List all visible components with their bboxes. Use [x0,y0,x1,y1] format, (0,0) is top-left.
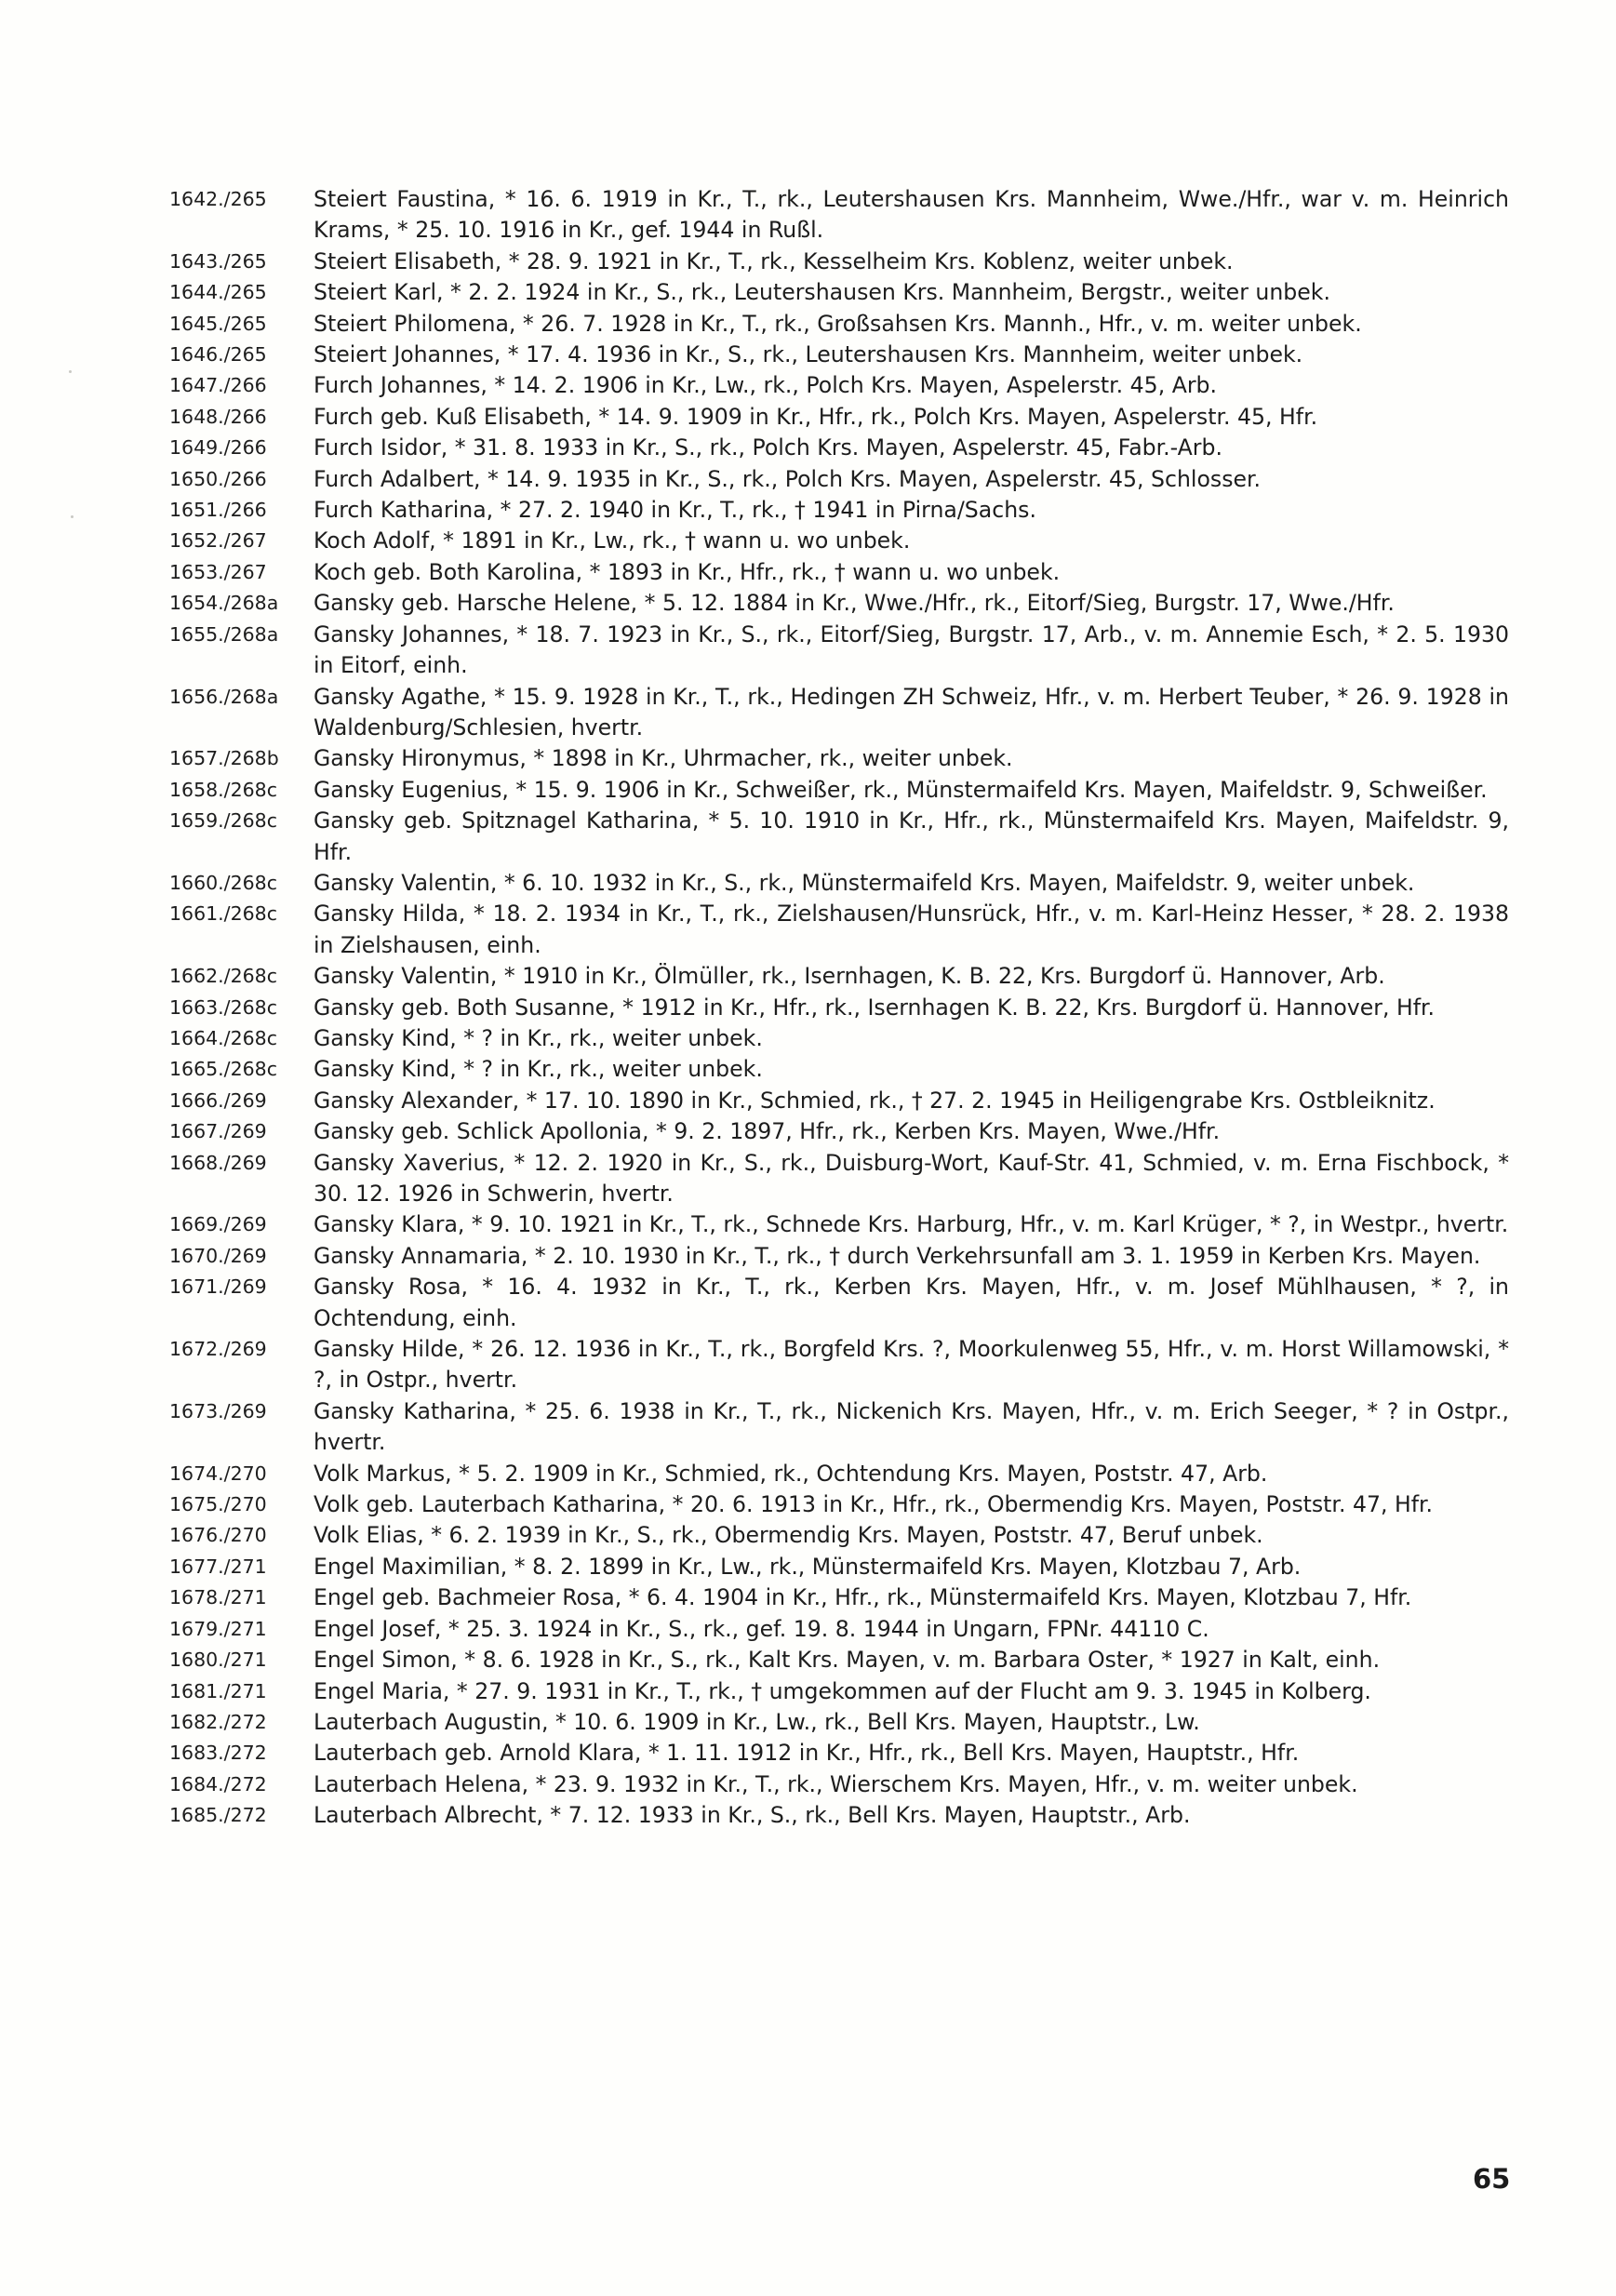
entry-number: 1648./266 [169,405,267,428]
entry-text: Gansky Agathe, * 15. 9. 1928 in Kr., T., rk., Hedingen ZH Schweiz, Hfr., v. m. Herbert Teuber, * 26. 9. 1928 in Waldenburg/Schlesien, hvertr. [314,683,1509,741]
entry-number: 1665./268c [169,1058,277,1081]
entry-text: Furch Katharina, * 27. 2. 1940 in Kr., T., rk., † 1941 in Pirna/Sachs. [314,497,1036,524]
entry-number: 1661./268c [169,902,277,926]
entry-number: 1658./268c [169,778,277,801]
entry-text: Steiert Karl, * 2. 2. 1924 in Kr., S., rk., Leutershausen Krs. Mannheim, Bergstr., weiter unbek. [314,279,1330,306]
register-entry [169,1241,1509,1272]
register-entry [169,1769,1509,1800]
entry-number: 1655./268a [169,622,279,646]
entry-text: Lauterbach geb. Arnold Klara, * 1. 11. 1912 in Kr., Hfr., rk., Bell Krs. Mayen, Hauptstr., Hfr. [314,1740,1300,1767]
register-entry [169,1054,1509,1085]
entry-number: 1676./270 [169,1524,267,1547]
register-entry [169,1645,1509,1675]
register-entry [169,682,1509,744]
register-entry [169,309,1509,340]
entry-text: Steiert Philomena, * 26. 7. 1928 in Kr., T., rk., Großsahsen Krs. Mannh., Hfr., v. m. weiter unbek. [314,310,1362,337]
entry-number: 1674./270 [169,1462,267,1485]
entry-text: Engel Maria, * 27. 9. 1931 in Kr., T., rk., † umgekommen auf der Flucht am 9. 3. 1945 in Kolberg. [314,1677,1371,1704]
register-entry [169,899,1509,961]
register-entry [169,184,1509,247]
register-entry [169,1800,1509,1831]
entry-number: 1644./265 [169,281,267,304]
register-entry [169,1707,1509,1738]
entry-number: 1669./269 [169,1213,267,1236]
entry-number: 1664./268c [169,1026,277,1049]
register-entry [169,277,1509,308]
entry-number: 1671./269 [169,1275,267,1299]
register-entry [169,1148,1509,1210]
register-entry [169,806,1509,868]
entry-text: Furch Johannes, * 14. 2. 1906 in Kr., Lw., rk., Polch Krs. Mayen, Aspelerstr. 45, Arb. [314,372,1218,399]
entry-number: 1654./268a [169,592,279,615]
register-entry [169,1676,1509,1707]
register-entry [169,370,1509,401]
entry-text: Furch Adalbert, * 14. 9. 1935 in Kr., S., rk., Polch Krs. Mayen, Aspelerstr. 45, Schlosser. [314,465,1262,492]
entry-text: Furch geb. Kuß Elisabeth, * 14. 9. 1909 in Kr., Hfr., rk., Polch Krs. Mayen, Aspelerstr. 45, Hfr. [314,403,1318,430]
entry-number: 1672./269 [169,1338,267,1361]
entry-number: 1650./266 [169,467,267,490]
entry-text: Gansky Kind, * ? in Kr., rk., weiter unbek. [314,1024,763,1051]
entry-text: Volk Elias, * 6. 2. 1939 in Kr., S., rk., Obermendig Krs. Mayen, Poststr. 47, Beruf unbek. [314,1522,1263,1549]
entry-number: 1680./271 [169,1649,267,1672]
entry-number: 1649./266 [169,436,267,460]
entry-text: Gansky geb. Schlick Apollonia, * 9. 2. 1897, Hfr., rk., Kerben Krs. Mayen, Wwe./Hfr. [314,1118,1221,1145]
entry-text: Gansky Rosa, * 16. 4. 1932 in Kr., T., rk., Kerben Krs. Mayen, Hfr., v. m. Josef Mühlhausen, * ?, in Ochtendung, einh. [314,1274,1509,1331]
entry-text: Gansky Hironymus, * 1898 in Kr., Uhrmacher, rk., weiter unbek. [314,745,1013,772]
entry-number: 1681./271 [169,1679,267,1702]
entry-number: 1642./265 [169,188,267,210]
register-entry [169,526,1509,556]
register-entry [169,1489,1509,1520]
entry-text: Gansky geb. Spitznagel Katharina, * 5. 10. 1910 in Kr., Hfr., rk., Münstermaifeld Krs. Mayen, Maifeldstr. 9, Hfr. [314,808,1509,865]
entry-text: Koch geb. Both Karolina, * 1893 in Kr., Hfr., rk., † wann u. wo unbek. [314,558,1061,585]
register-entry [169,588,1509,619]
entry-number: 1647./266 [169,374,267,397]
register-entry [169,557,1509,588]
register-entry [169,1614,1509,1645]
register-entry [169,464,1509,495]
paper-speck [71,515,73,518]
register-entry [169,1116,1509,1147]
entry-text: Engel geb. Bachmeier Rosa, * 6. 4. 1904 in Kr., Hfr., rk., Münstermaifeld Krs. Mayen, Klotzbau 7, Hfr. [314,1584,1412,1611]
register-entry [169,961,1509,992]
register-entry [169,433,1509,463]
entry-text: Lauterbach Augustin, * 10. 6. 1909 in Kr., Lw., rk., Bell Krs. Mayen, Hauptstr., Lw. [314,1708,1200,1735]
entry-number: 1675./270 [169,1493,267,1516]
entry-number: 1682./272 [169,1710,267,1733]
entry-text: Engel Simon, * 8. 6. 1928 in Kr., S., rk., Kalt Krs. Mayen, v. m. Barbara Oster, * 1927 in Kalt, einh. [314,1647,1381,1674]
register-entry [169,775,1509,806]
register-entry [169,743,1509,774]
register-entry [169,402,1509,433]
entry-number: 1673./269 [169,1399,267,1422]
entry-number: 1643./265 [169,249,267,273]
entry-text: Gansky Annamaria, * 2. 10. 1930 in Kr., T., rk., † durch Verkehrsunfall am 3. 1. 1959 in Kerben Krs. Mayen. [314,1242,1481,1269]
register-entry [169,495,1509,526]
register-entry [169,1552,1509,1582]
register-entry [169,1334,1509,1396]
entry-number: 1663./268c [169,995,277,1019]
entry-number: 1653./267 [169,560,267,583]
entry-number: 1660./268c [169,871,277,894]
entry-text: Lauterbach Albrecht, * 7. 12. 1933 in Kr., S., rk., Bell Krs. Mayen, Hauptstr., Arb. [314,1802,1191,1829]
entry-text: Lauterbach Helena, * 23. 9. 1932 in Kr., T., rk., Wierschem Krs. Mayen, Hfr., v. m. weiter unbek. [314,1770,1358,1797]
entry-text: Engel Josef, * 25. 3. 1924 in Kr., S., rk., gef. 19. 8. 1944 in Ungarn, FPNr. 44110 C. [314,1615,1209,1642]
entry-number: 1677./271 [169,1555,267,1578]
register-entry [169,1023,1509,1054]
entry-number: 1646./265 [169,343,267,367]
entry-text: Gansky Valentin, * 1910 in Kr., Ölmüller, rk., Isernhagen, K. B. 22, Krs. Burgdorf ü. Hannover, Arb. [314,963,1385,990]
entry-number: 1668./269 [169,1151,267,1174]
entry-number: 1651./266 [169,499,267,522]
entry-number: 1678./271 [169,1586,267,1609]
entry-number: 1683./272 [169,1742,267,1765]
entry-text: Gansky Kind, * ? in Kr., rk., weiter unbek. [314,1056,763,1083]
entry-text: Gansky Hilda, * 18. 2. 1934 in Kr., T., rk., Zielshausen/Hunsrück, Hfr., v. m. Karl-Heinz Hesser, * 28. 2. 1938 in Zielshausen, einh. [314,901,1509,958]
entry-text: Gansky Alexander, * 17. 10. 1890 in Kr., Schmied, rk., † 27. 2. 1945 in Heiligengrabe Krs. Ostbleiknitz. [314,1087,1436,1114]
entry-text: Steiert Faustina, * 16. 6. 1919 in Kr., T., rk., Leutershausen Krs. Mannheim, Wwe./Hfr., war v. m. Heinrich Krams, * 25. 10. 1916 in Kr., gef. 1944 in Rußl. [314,186,1509,244]
register-entry [169,247,1509,277]
entry-text: Volk Markus, * 5. 2. 1909 in Kr., Schmied, rk., Ochtendung Krs. Mayen, Poststr. 47, Arb. [314,1460,1268,1487]
entry-text: Volk geb. Lauterbach Katharina, * 20. 6. 1913 in Kr., Hfr., rk., Obermendig Krs. Mayen, Poststr. 47, Hfr. [314,1491,1434,1518]
entry-text: Gansky Klara, * 9. 10. 1921 in Kr., T., rk., Schnede Krs. Harburg, Hfr., v. m. Karl Krüger, * ?, in Westpr., hvertr. [314,1211,1509,1238]
register-entry [169,1209,1509,1240]
entry-text: Engel Maximilian, * 8. 2. 1899 in Kr., Lw., rk., Münstermaifeld Krs. Mayen, Klotzbau 7, Arb. [314,1553,1302,1580]
entry-text: Gansky Valentin, * 6. 10. 1932 in Kr., S., rk., Münstermaifeld Krs. Mayen, Maifeldstr. 9, weiter unbek. [314,869,1415,896]
entry-number: 1670./269 [169,1244,267,1267]
entry-number: 1684./272 [169,1772,267,1795]
register-entries [169,184,1509,1832]
entry-number: 1656./268a [169,685,279,708]
entry-text: Gansky Xaverius, * 12. 2. 1920 in Kr., S., rk., Duisburg-Wort, Kauf-Str. 41, Schmied, v. m. Erna Fischbock, * 30. 12. 1926 in Schwerin, hvertr. [314,1149,1509,1207]
entry-number: 1645./265 [169,312,267,335]
entry-text: Steiert Johannes, * 17. 4. 1936 in Kr., S., rk., Leutershausen Krs. Mannheim, weiter unbek. [314,341,1303,368]
entry-text: Furch Isidor, * 31. 8. 1933 in Kr., S., rk., Polch Krs. Mayen, Aspelerstr. 45, Fabr.-Arb. [314,434,1222,461]
register-entry [169,1272,1509,1334]
entry-number: 1659./268c [169,809,277,833]
entry-number: 1652./267 [169,529,267,553]
entry-text: Gansky Katharina, * 25. 6. 1938 in Kr., T., rk., Nickenich Krs. Mayen, Hfr., v. m. Erich Seeger, * ? in Ostpr., hvertr. [314,1397,1509,1456]
entry-text: Koch Adolf, * 1891 in Kr., Lw., rk., † wann u. wo unbek. [314,527,911,554]
page-number: 65 [1473,2163,1511,2195]
entry-text: Gansky geb. Harsche Helene, * 5. 12. 1884 in Kr., Wwe./Hfr., rk., Eitorf/Sieg, Burgstr. 17, Wwe./Hfr. [314,590,1395,617]
register-entry [169,620,1509,682]
entry-text: Gansky Johannes, * 18. 7. 1923 in Kr., S., rk., Eitorf/Sieg, Burgstr. 17, Arb., v. m. Annemie Esch, * 2. 5. 1930 in Eitorf, einh. [314,621,1509,679]
entry-number: 1662./268c [169,965,277,988]
register-entry [169,340,1509,370]
entry-text: Gansky Eugenius, * 15. 9. 1906 in Kr., Schweißer, rk., Münstermaifeld Krs. Mayen, Maifeldstr. 9, Schweißer. [314,776,1488,803]
register-entry [169,1738,1509,1769]
paper-speck [69,370,72,373]
register-entry [169,993,1509,1023]
register-entry [169,1086,1509,1116]
register-entry [169,1582,1509,1613]
entry-number: 1685./272 [169,1804,267,1827]
entry-number: 1679./271 [169,1617,267,1640]
entry-text: Gansky Hilde, * 26. 12. 1936 in Kr., T., rk., Borgfeld Krs. ?, Moorkulenweg 55, Hfr., v. m. Horst Willamowski, * ?, in Ostpr., hvertr. [314,1336,1509,1394]
entry-number: 1667./269 [169,1120,267,1143]
entry-number: 1657./268b [169,747,279,770]
entry-text: Steiert Elisabeth, * 28. 9. 1921 in Kr., T., rk., Kesselheim Krs. Koblenz, weiter unbek. [314,247,1234,274]
entry-number: 1666./269 [169,1088,267,1112]
register-entry [169,868,1509,899]
register-entry [169,1396,1509,1459]
entry-text: Gansky geb. Both Susanne, * 1912 in Kr., Hfr., rk., Isernhagen K. B. 22, Krs. Burgdorf ü. Hannover, Hfr. [314,994,1436,1021]
register-entry [169,1459,1509,1489]
register-entry [169,1520,1509,1551]
